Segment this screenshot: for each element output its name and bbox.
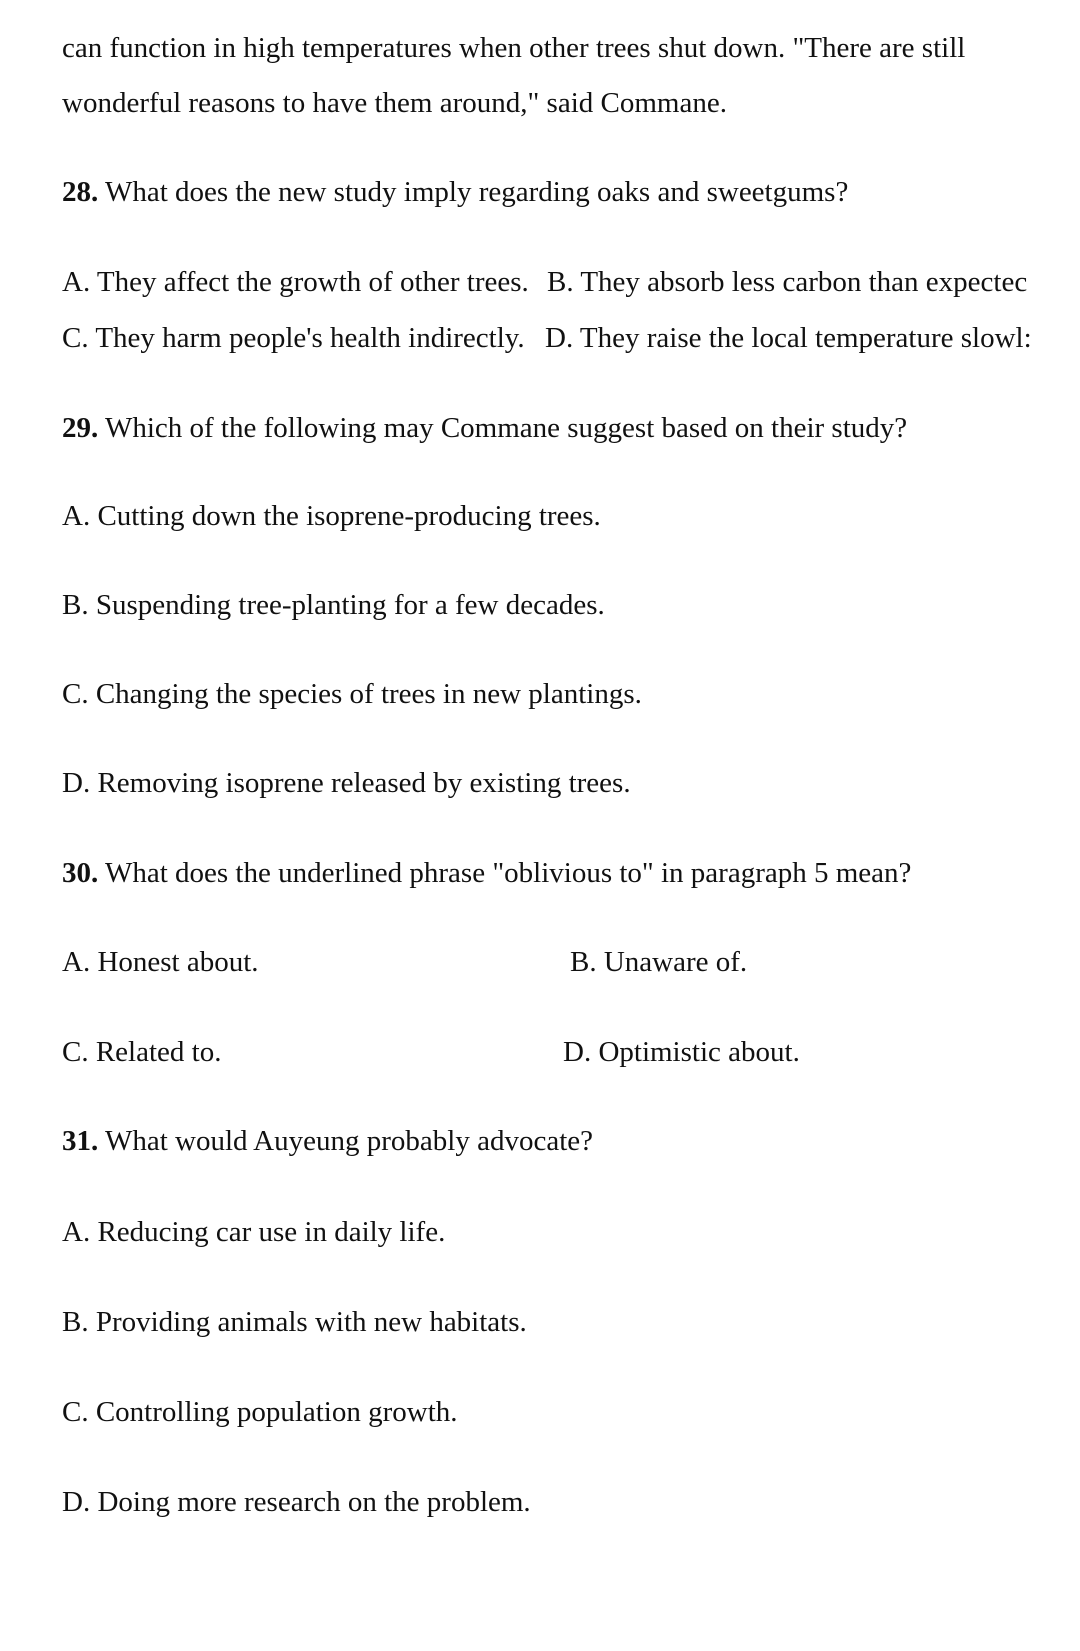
question-text: What does the underlined phrase "oblivious to" in paragraph 5 mean? bbox=[98, 857, 912, 889]
option-30-b: B. Unaware of. bbox=[570, 946, 748, 978]
option-31-d: D. Doing more research on the problem. bbox=[62, 1486, 531, 1518]
option-30-a: A. Honest about. bbox=[62, 946, 259, 978]
question-text: What would Auyeung probably advocate? bbox=[98, 1125, 593, 1157]
question-number: 31. bbox=[62, 1125, 99, 1157]
question-number: 30. bbox=[62, 857, 99, 889]
question-number: 29. bbox=[62, 412, 99, 444]
option-31-a: A. Reducing car use in daily life. bbox=[62, 1216, 446, 1248]
question-text: Which of the following may Commane suggest based on their study? bbox=[98, 412, 908, 444]
option-30-d: D. Optimistic about. bbox=[563, 1036, 800, 1068]
option-28-c: C. They harm people's health indirectly. bbox=[62, 322, 525, 354]
option-28-b: B. They absorb less carbon than expectec bbox=[547, 266, 1028, 298]
question-28-stem bbox=[62, 174, 848, 210]
option-30-c: C. Related to. bbox=[62, 1036, 222, 1068]
option-31-b: B. Providing animals with new habitats. bbox=[62, 1306, 527, 1338]
option-29-c: C. Changing the species of trees in new plantings. bbox=[62, 678, 642, 710]
passage-line: can function in high temperatures when other trees shut down. "There are still bbox=[62, 32, 966, 64]
option-28-d: D. They raise the local temperature slowl: bbox=[545, 322, 1032, 354]
option-29-d: D. Removing isoprene released by existing trees. bbox=[62, 767, 631, 799]
question-31-stem bbox=[62, 1123, 593, 1159]
passage-line: wonderful reasons to have them around," said Commane. bbox=[62, 87, 727, 119]
option-29-b: B. Suspending tree-planting for a few decades. bbox=[62, 589, 605, 621]
option-29-a: A. Cutting down the isoprene-producing trees. bbox=[62, 500, 601, 532]
question-number: 28. bbox=[62, 176, 99, 208]
question-text: What does the new study imply regarding oaks and sweetgums? bbox=[98, 176, 849, 208]
option-31-c: C. Controlling population growth. bbox=[62, 1396, 458, 1428]
question-30-stem bbox=[62, 855, 911, 891]
option-28-a: A. They affect the growth of other trees. bbox=[62, 266, 529, 298]
question-29-stem bbox=[62, 410, 907, 446]
